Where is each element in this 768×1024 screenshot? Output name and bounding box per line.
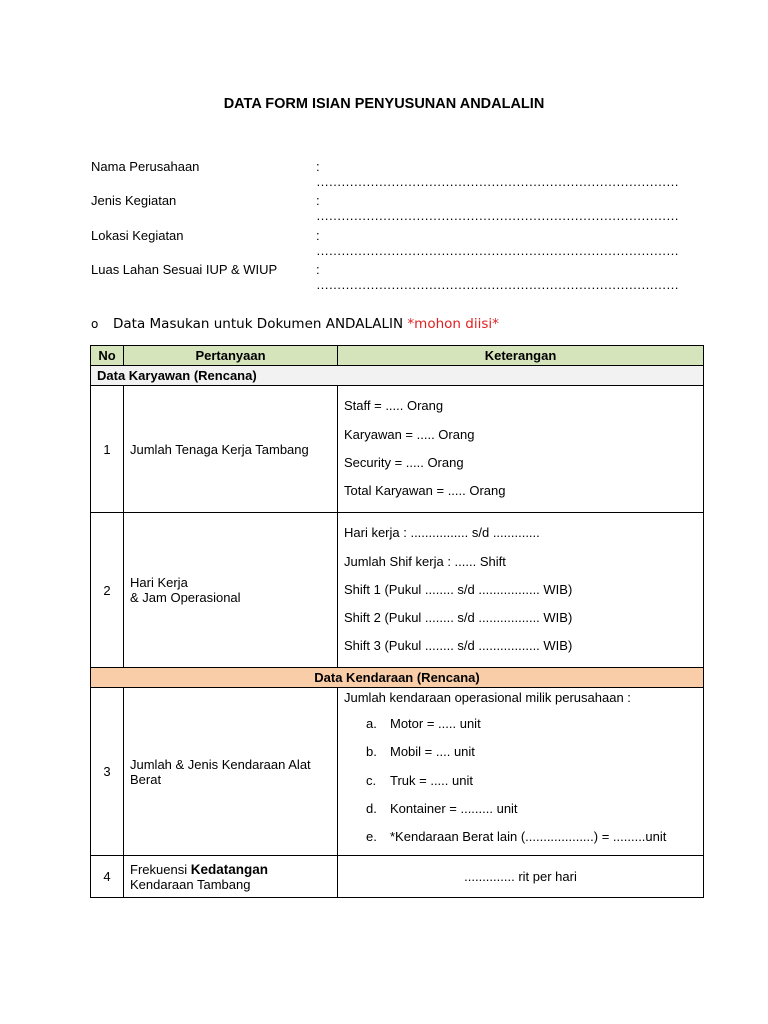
table-row xyxy=(91,513,704,668)
answer-line: Jumlah Shif kerja : ...... Shift xyxy=(344,553,506,569)
answer-line: Staff = ..... Orang xyxy=(344,398,444,414)
answer-line: Shift 3 (Pukul ........ s/d ................. WIB) xyxy=(344,638,573,654)
table-row xyxy=(91,386,704,513)
table-header-row xyxy=(91,346,704,366)
answer-line: Shift 1 (Pukul ........ s/d ................. WIB) xyxy=(344,581,573,597)
field-label: Lokasi Kegiatan xyxy=(91,228,184,243)
list-text: Kontainer = ......... unit xyxy=(390,800,518,816)
table-row xyxy=(91,688,704,856)
question-prefix: Frekuensi xyxy=(130,861,191,877)
required-note: *mohon diisi* xyxy=(407,316,499,332)
field-land-area xyxy=(91,262,679,292)
question-emphasis: Kedatangan xyxy=(190,861,268,877)
question-cell xyxy=(124,856,338,898)
list-text: Mobil = .... unit xyxy=(390,744,475,760)
field-value-blank[interactable]: : …………………………………………………………………………… xyxy=(316,228,679,258)
list-marker: a. xyxy=(366,716,377,731)
row-number: 2 xyxy=(91,513,124,668)
answer-line: Security = ..... Orang xyxy=(344,455,464,470)
field-label: Jenis Kegiatan xyxy=(91,193,177,208)
bullet-marker: o xyxy=(91,317,99,331)
answer-text: .............. rit per hari xyxy=(464,869,577,884)
question-line: Jumlah & Jenis Kendaraan Alat xyxy=(130,756,311,772)
list-marker: b. xyxy=(366,744,377,760)
list-marker: d. xyxy=(366,800,377,816)
table-row xyxy=(91,856,704,898)
data-form-table xyxy=(90,345,704,898)
field-activity-location xyxy=(91,228,679,258)
answer-line: Total Karyawan = ..... Orang xyxy=(344,483,506,499)
section-title-vehicles: Data Kendaraan (Rencana) xyxy=(91,668,704,688)
row-number: 4 xyxy=(91,856,124,898)
list-marker: e. xyxy=(366,829,377,845)
row-number: 3 xyxy=(91,688,124,856)
document-title: DATA FORM ISIAN PENYUSUNAN ANDALALIN xyxy=(223,96,545,112)
input-data-intro xyxy=(91,316,499,332)
list-item xyxy=(344,795,697,823)
answer-line: Shift 2 (Pukul ........ s/d ................. WIB) xyxy=(344,610,573,626)
list-text: Motor = ..... unit xyxy=(390,716,481,731)
section-row-vehicles xyxy=(91,668,704,688)
list-item xyxy=(344,823,697,851)
header-question: Pertanyaan xyxy=(124,346,338,366)
section-title-employees: Data Karyawan (Rencana) xyxy=(91,366,704,386)
header-no: No xyxy=(91,346,124,366)
field-value-blank[interactable]: : …………………………………………………………………………… xyxy=(316,193,679,223)
answer-intro: Jumlah kendaraan operasional milik perusahaan : xyxy=(344,690,631,705)
row-number: 1 xyxy=(91,386,124,513)
field-activity-type xyxy=(91,193,679,223)
header-answer: Keterangan xyxy=(338,346,704,366)
intro-text: Data Masukan untuk Dokumen ANDALALIN xyxy=(113,316,408,332)
field-company-name xyxy=(91,159,679,189)
field-label: Luas Lahan Sesuai IUP & WIUP xyxy=(91,262,278,277)
list-item xyxy=(344,710,697,738)
list-item xyxy=(344,767,697,795)
question-line: & Jam Operasional xyxy=(130,590,241,605)
question-cell xyxy=(124,513,338,668)
list-text: *Kendaraan Berat lain (...................) = .........unit xyxy=(390,829,667,845)
question-line: Berat xyxy=(130,771,162,787)
list-item xyxy=(344,738,697,766)
question-cell xyxy=(124,688,338,856)
question-cell: Jumlah Tenaga Kerja Tambang xyxy=(124,386,338,513)
field-value-blank[interactable]: : …………………………………………………………………………… xyxy=(316,159,679,189)
answer-line: Hari kerja : ................ s/d ............. xyxy=(344,525,540,541)
section-row-employees xyxy=(91,366,704,386)
answer-cell[interactable] xyxy=(338,386,704,513)
field-label: Nama Perusahaan xyxy=(91,159,200,174)
question-line: Kendaraan Tambang xyxy=(130,876,251,892)
field-value-blank[interactable]: : …………………………………………………………………………… xyxy=(316,262,679,292)
answer-line: Karyawan = ..... Orang xyxy=(344,426,475,442)
answer-cell[interactable] xyxy=(338,513,704,668)
list-text: Truk = ..... unit xyxy=(390,772,473,788)
answer-cell[interactable] xyxy=(338,856,704,898)
question-line xyxy=(130,862,331,877)
list-marker: c. xyxy=(366,772,377,788)
answer-cell[interactable] xyxy=(338,688,704,856)
question-line: Hari Kerja xyxy=(130,575,188,590)
